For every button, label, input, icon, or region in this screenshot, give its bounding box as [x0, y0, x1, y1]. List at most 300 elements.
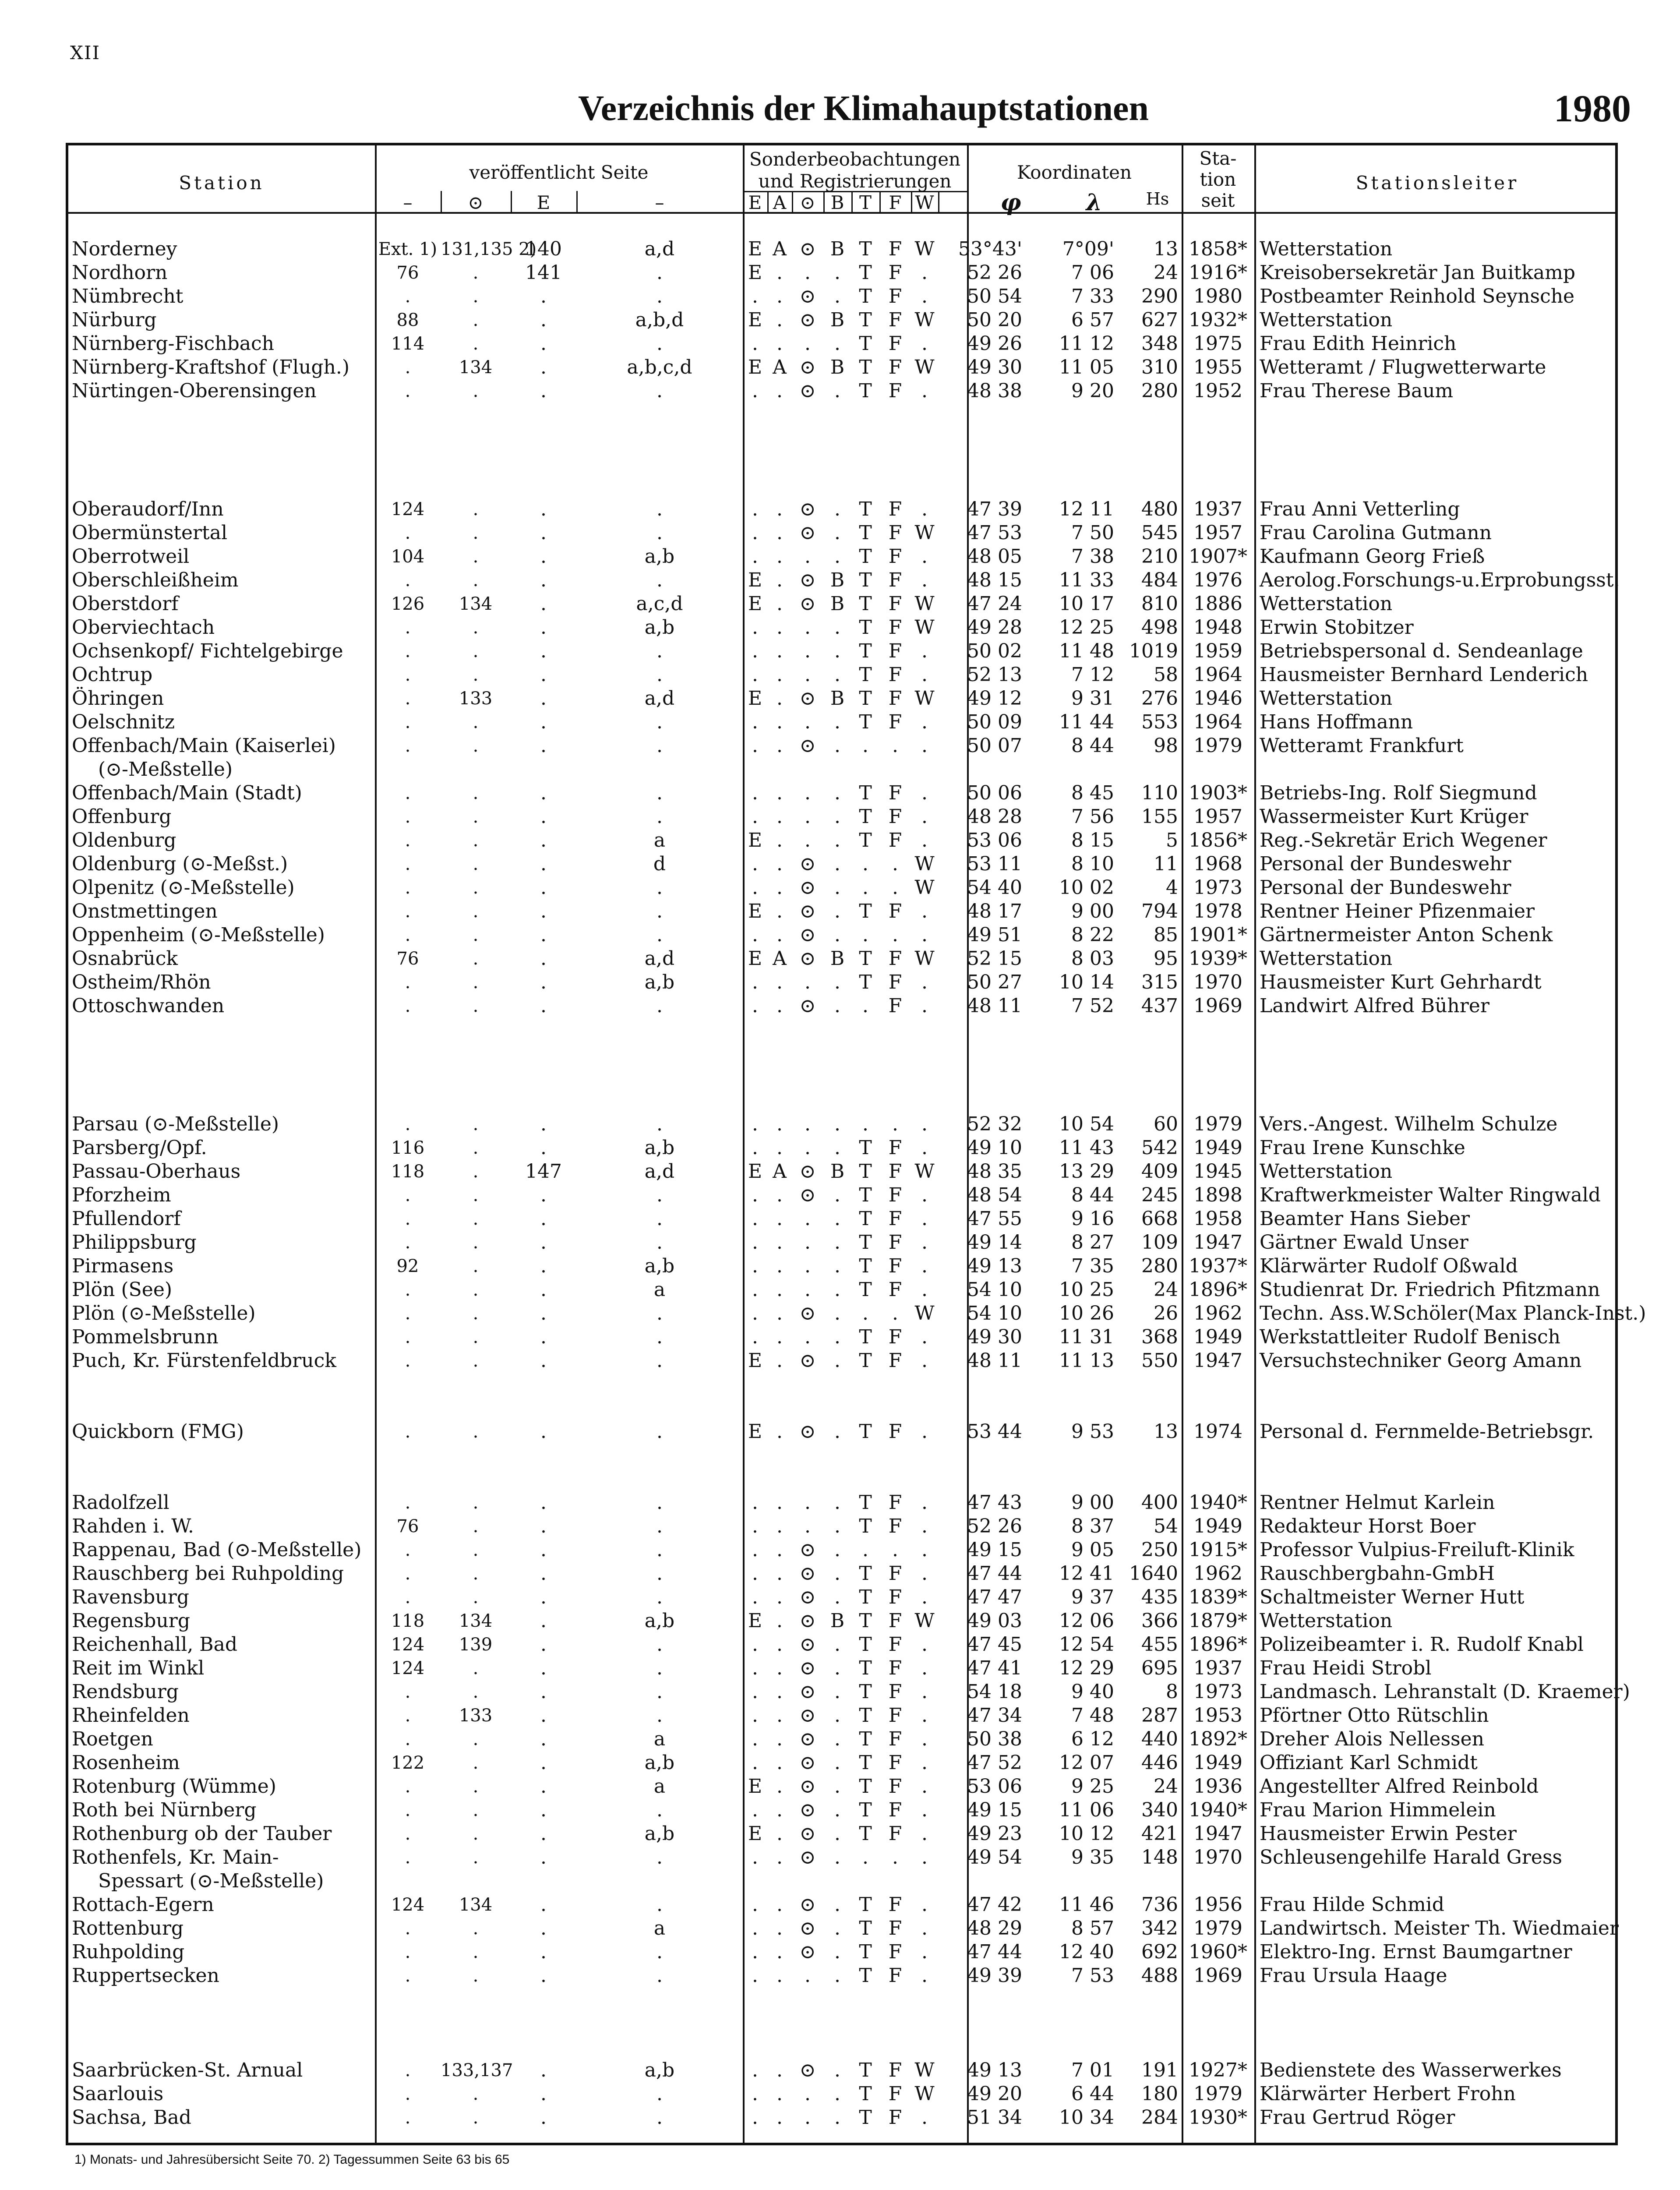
pub-dash: . [405, 2060, 411, 2080]
obs-e: . [752, 1113, 758, 1135]
table-row [68, 616, 1620, 639]
obs-a: . [776, 853, 783, 875]
pub-sun: . [473, 641, 479, 661]
station-leader: Frau Heidi Strobl [1260, 1657, 1432, 1679]
pub-notes: . [656, 1799, 663, 1821]
pub-dash: . [405, 2108, 411, 2128]
longitude: 7 56 [1071, 805, 1114, 828]
table-row [68, 1349, 1620, 1373]
obs-f: F [888, 1610, 902, 1632]
longitude: 8 45 [1071, 782, 1114, 804]
obs-sun: ⊙ [799, 1160, 816, 1183]
pub-e: . [540, 1610, 547, 1632]
obs-f: F [888, 995, 902, 1017]
obs-w: . [921, 1586, 928, 1608]
obs-e: . [752, 876, 758, 899]
obs-w: . [921, 1823, 928, 1845]
latitude: 52 32 [967, 1113, 1022, 1135]
longitude: 12 29 [1059, 1657, 1114, 1679]
pub-dash: . [405, 357, 411, 378]
latitude: 47 43 [967, 1491, 1022, 1514]
altitude: 437 [1141, 995, 1178, 1017]
pub-dash: . [405, 689, 411, 709]
pub-sun: . [473, 1540, 479, 1560]
obs-b: . [834, 782, 840, 804]
altitude: 1640 [1129, 1562, 1178, 1585]
longitude: 10 54 [1059, 1113, 1114, 1135]
obs-sun: . [805, 664, 811, 686]
latitude: 47 34 [967, 1704, 1022, 1727]
pub-sun: 134 [459, 594, 493, 614]
since: 1896* [1189, 1633, 1247, 1656]
obs-t: T [859, 1964, 872, 1987]
longitude: 9 53 [1071, 1420, 1114, 1443]
since: 1955 [1193, 356, 1242, 378]
station-name: Nürburg [72, 309, 157, 331]
pub-sun: 131,135 2) [441, 239, 537, 259]
pub-dash: . [405, 286, 411, 307]
obs-t: T [859, 380, 872, 402]
since: 1973 [1193, 1681, 1242, 1703]
pub-sun: . [473, 1824, 479, 1844]
pub-notes: . [656, 332, 663, 355]
obs-b: . [834, 735, 840, 757]
station-leader: Frau Hilde Schmid [1260, 1893, 1444, 1916]
obs-a: . [776, 1113, 783, 1135]
obs-b: . [834, 1279, 840, 1301]
obs-t: . [862, 995, 868, 1017]
latitude: 47 24 [967, 593, 1022, 615]
pub-e: . [540, 1231, 547, 1254]
since: 1953 [1193, 1704, 1242, 1727]
pub-notes: a,b [644, 1610, 675, 1632]
obs-a: . [776, 616, 783, 639]
altitude: 400 [1141, 1491, 1178, 1514]
obs-t: T [859, 1823, 872, 1845]
pub-e: . [540, 1917, 547, 1939]
longitude: 7 38 [1071, 545, 1114, 568]
obs-t: T [859, 332, 872, 355]
obs-sun: ⊙ [799, 1728, 816, 1750]
since: 1979 [1193, 1113, 1242, 1135]
obs-t: T [859, 1231, 872, 1254]
obs-sun: . [805, 1491, 811, 1514]
subheader-spec-2: ⊙ [800, 192, 815, 213]
station-name: Rauschberg bei Ruhpolding [72, 1562, 344, 1585]
pub-sun: 134 [459, 357, 493, 378]
obs-sun: . [805, 1137, 811, 1159]
pub-sun: . [473, 783, 479, 803]
station-leader: Rauschbergbahn-GmbH [1260, 1562, 1495, 1585]
header-special-line1: Sonderbeobachtungen [749, 148, 961, 170]
longitude: 8 44 [1071, 1184, 1114, 1206]
subheader-coord-2: Hs [1146, 189, 1169, 208]
station-name: Oppenheim (⊙-Meßstelle) [72, 924, 325, 946]
pub-notes: a,b [644, 971, 675, 993]
pub-notes: a,b [644, 1255, 675, 1277]
since: 1969 [1193, 1964, 1242, 1987]
pub-e: . [540, 853, 547, 875]
obs-sun: ⊙ [799, 1917, 816, 1939]
pub-notes: . [656, 1349, 663, 1372]
longitude: 6 44 [1071, 2083, 1114, 2105]
obs-a: . [776, 664, 783, 686]
pub-dash: 116 [391, 1138, 425, 1158]
obs-a: . [776, 1562, 783, 1585]
pub-sun: . [473, 1682, 479, 1702]
pub-sun: . [473, 1493, 479, 1513]
obs-b: . [834, 1137, 840, 1159]
station-leader: Elektro-Ing. Ernst Baumgartner [1260, 1941, 1572, 1963]
pub-notes: a,c,d [636, 593, 683, 615]
pub-dash: 118 [391, 1162, 425, 1182]
pub-dash: . [405, 854, 411, 874]
pub-e: . [540, 735, 547, 757]
pub-e: . [540, 522, 547, 544]
obs-e: . [752, 1539, 758, 1561]
altitude: 95 [1154, 947, 1178, 970]
obs-sun: . [805, 1231, 811, 1254]
latitude: 49 26 [967, 332, 1022, 355]
obs-w: . [921, 1941, 928, 1963]
since: 1979 [1193, 2083, 1242, 2105]
latitude: 50 20 [967, 309, 1022, 331]
obs-e: . [752, 2106, 758, 2129]
subheader-pub-2: E [536, 192, 551, 213]
table-row [68, 356, 1620, 379]
obs-a: . [776, 522, 783, 544]
obs-sun: ⊙ [799, 1420, 816, 1443]
pub-notes: a,b [644, 616, 675, 639]
since: 1952 [1193, 380, 1242, 402]
obs-b: . [834, 664, 840, 686]
pub-e: . [540, 616, 547, 639]
table-row [68, 971, 1620, 994]
table-row [68, 1846, 1620, 1869]
obs-sun: . [805, 2106, 811, 2129]
pub-dash: . [405, 1800, 411, 1820]
pub-notes: . [656, 805, 663, 828]
since: 1949 [1193, 1752, 1242, 1774]
obs-f: F [888, 900, 902, 922]
obs-w: . [921, 1964, 928, 1987]
obs-a: . [776, 1964, 783, 1987]
longitude: 11 31 [1059, 1326, 1114, 1348]
pub-notes: . [656, 735, 663, 757]
pub-sun: . [473, 523, 479, 543]
station-leader: Wetteramt / Flugwetterwarte [1260, 356, 1546, 378]
station-leader: Techn. Ass.W.Schöler(Max Planck-Inst.) [1260, 1302, 1646, 1325]
obs-w: . [921, 332, 928, 355]
pub-sun: 134 [459, 1895, 493, 1915]
pub-e: . [540, 545, 547, 568]
pub-notes: . [656, 1941, 663, 1963]
obs-a: . [776, 1823, 783, 1845]
table-row [68, 923, 1620, 947]
station-leader: Gärtnermeister Anton Schenk [1260, 924, 1553, 946]
table-row [68, 663, 1620, 687]
obs-w: W [914, 522, 935, 544]
station-leader: Reg.-Sekretär Erich Wegener [1260, 829, 1547, 851]
since: 1970 [1193, 971, 1242, 993]
pub-sun: . [473, 1800, 479, 1820]
latitude: 54 10 [967, 1279, 1022, 1301]
obs-sun: . [805, 971, 811, 993]
obs-a: . [776, 1586, 783, 1608]
table-row [68, 1231, 1620, 1254]
altitude: 488 [1141, 1964, 1178, 1987]
obs-b: . [834, 805, 840, 828]
pub-sun: . [473, 1918, 479, 1939]
latitude: 48 05 [967, 545, 1022, 568]
obs-b: . [834, 1633, 840, 1656]
altitude: 284 [1141, 2106, 1178, 2129]
obs-a: . [776, 1302, 783, 1325]
pub-notes: . [656, 285, 663, 307]
station-name: Rahden i. W. [72, 1515, 194, 1537]
altitude: 148 [1141, 1846, 1178, 1869]
obs-f: F [888, 332, 902, 355]
station-leader: Hausmeister Erwin Pester [1260, 1823, 1517, 1845]
pub-notes: . [656, 1657, 663, 1679]
obs-f: F [888, 2083, 902, 2105]
station-leader: Frau Anni Vetterling [1260, 498, 1460, 520]
since: 1940* [1189, 1799, 1247, 1821]
station-name: Öhringen [72, 687, 164, 710]
altitude: 368 [1141, 1326, 1178, 1348]
obs-b: B [830, 569, 845, 591]
header-since-1: Sta- [1199, 148, 1237, 169]
longitude: 9 00 [1071, 900, 1114, 922]
pub-e: . [540, 1823, 547, 1845]
longitude: 10 02 [1059, 876, 1114, 899]
table-row [68, 1136, 1620, 1160]
pub-e: . [540, 924, 547, 946]
longitude: 12 41 [1059, 1562, 1114, 1585]
station-name: Rosenheim [72, 1752, 180, 1774]
obs-sun: ⊙ [799, 285, 816, 307]
table-row [68, 1727, 1620, 1751]
obs-w: W [914, 2083, 935, 2105]
latitude: 48 28 [967, 805, 1022, 828]
obs-sun: ⊙ [799, 687, 816, 710]
obs-a: . [776, 1279, 783, 1301]
pub-dash: . [405, 1351, 411, 1371]
station-name: Oldenburg [72, 829, 176, 851]
obs-w: . [921, 735, 928, 757]
altitude: 280 [1141, 1255, 1178, 1277]
obs-t: T [859, 545, 872, 568]
pub-e: . [540, 2083, 547, 2105]
pub-e: . [540, 687, 547, 710]
station-leader: Studienrat Dr. Friedrich Pfitzmann [1260, 1279, 1600, 1301]
longitude: 9 05 [1071, 1539, 1114, 1561]
station-leader: Landwirt Alfred Bührer [1260, 995, 1489, 1017]
obs-w: W [914, 853, 935, 875]
station-name: Pommelsbrunn [72, 1326, 219, 1348]
pub-dash: 122 [391, 1753, 425, 1773]
pub-e: . [540, 1562, 547, 1585]
obs-sun: . [805, 1515, 811, 1537]
obs-f: F [888, 1893, 902, 1916]
obs-b: . [834, 1941, 840, 1963]
obs-a: . [776, 876, 783, 899]
pub-dash: . [405, 618, 411, 638]
obs-sun: . [805, 1326, 811, 1348]
obs-sun: ⊙ [799, 309, 816, 331]
station-leader: Hausmeister Bernhard Lenderich [1260, 664, 1588, 686]
longitude: 11 12 [1059, 332, 1114, 355]
pub-e: . [540, 1941, 547, 1963]
obs-e: . [752, 853, 758, 875]
pub-dash: . [405, 1942, 411, 1962]
latitude: 49 12 [967, 687, 1022, 710]
altitude: 24 [1154, 261, 1178, 284]
obs-t: T [859, 805, 872, 828]
station-name: Rottenburg [72, 1917, 184, 1939]
altitude: 340 [1141, 1799, 1178, 1821]
station-name: Olpenitz (⊙-Meßstelle) [72, 876, 295, 899]
obs-b: B [830, 593, 845, 615]
obs-b: . [834, 1775, 840, 1798]
obs-a: . [776, 1893, 783, 1916]
obs-b: B [830, 1610, 845, 1632]
table-row [68, 687, 1620, 710]
since: 1937 [1193, 1657, 1242, 1679]
header-coordinates: Koordinaten [1016, 162, 1132, 183]
pub-notes: . [656, 498, 663, 520]
obs-e: E [748, 356, 762, 378]
since: 1974 [1193, 1420, 1242, 1443]
obs-t: T [859, 1326, 872, 1348]
obs-t: T [859, 309, 872, 331]
longitude: 10 25 [1059, 1279, 1114, 1301]
obs-t: T [859, 900, 872, 922]
obs-e: . [752, 380, 758, 402]
station-name: Norderney [72, 238, 177, 260]
obs-f: . [892, 853, 898, 875]
station-name: Oelschnitz [72, 711, 175, 733]
obs-e: . [752, 971, 758, 993]
obs-b: . [834, 2059, 840, 2081]
pub-e: . [540, 1515, 547, 1537]
pub-dash: . [405, 830, 411, 851]
station-leader: Betriebs-Ing. Rolf Siegmund [1260, 782, 1537, 804]
obs-w: . [921, 545, 928, 568]
footnote: 1) Monats- und Jahresübersicht Seite 70. 2) Tagessummen Seite 63 bis 65 [74, 2152, 510, 2167]
altitude: 13 [1154, 238, 1178, 260]
altitude: 348 [1141, 332, 1178, 355]
obs-b: . [834, 995, 840, 1017]
obs-b: B [830, 238, 845, 260]
obs-e: . [752, 1704, 758, 1727]
pub-e: . [540, 593, 547, 615]
station-leader: Kraftwerkmeister Walter Ringwald [1260, 1184, 1601, 1206]
obs-sun: ⊙ [799, 1657, 816, 1679]
station-name: Pfullendorf [72, 1208, 181, 1230]
obs-t: T [859, 1728, 872, 1750]
altitude: 342 [1141, 1917, 1178, 1939]
obs-t: T [859, 1279, 872, 1301]
table-row [68, 285, 1620, 308]
station-leader: Versuchstechniker Georg Amann [1260, 1349, 1582, 1372]
obs-t: T [859, 285, 872, 307]
obs-f: F [888, 1586, 902, 1608]
obs-f: F [888, 1160, 902, 1183]
pub-dash: . [405, 901, 411, 922]
obs-sun: . [805, 261, 811, 284]
pub-dash: . [405, 1540, 411, 1560]
longitude: 7 12 [1071, 664, 1114, 686]
pub-e: . [540, 1184, 547, 1206]
obs-sun: ⊙ [799, 498, 816, 520]
pub-e: 147 [525, 1160, 562, 1183]
pub-e: . [540, 1539, 547, 1561]
obs-sun: ⊙ [799, 1184, 816, 1206]
pub-dash: . [405, 925, 411, 945]
pub-notes: . [656, 1184, 663, 1206]
obs-e: . [752, 2083, 758, 2105]
pub-notes: a,b [644, 1823, 675, 1845]
obs-sun: ⊙ [799, 569, 816, 591]
obs-w: W [914, 1302, 935, 1325]
pub-e: . [540, 1279, 547, 1301]
since: 1958 [1193, 1208, 1242, 1230]
table-row [68, 569, 1620, 592]
latitude: 50 09 [967, 711, 1022, 733]
pub-dash: . [405, 736, 411, 756]
latitude: 50 54 [967, 285, 1022, 307]
station-name: Nümbrecht [72, 285, 184, 307]
obs-t: T [859, 2059, 872, 2081]
station-leader: Frau Edith Heinrich [1260, 332, 1457, 355]
altitude: 435 [1141, 1586, 1178, 1608]
obs-w: . [921, 1893, 928, 1916]
obs-a: . [776, 782, 783, 804]
station-name: Passau-Oberhaus [72, 1160, 241, 1183]
station-name: Ochtrup [72, 664, 153, 686]
station-leader: Klärwärter Rudolf Oßwald [1260, 1255, 1518, 1277]
obs-a: . [776, 593, 783, 615]
obs-sun: ⊙ [799, 1775, 816, 1798]
pub-dash: Ext. 1) [378, 239, 438, 259]
obs-w: . [921, 261, 928, 284]
pub-sun: 133,137 [441, 2060, 513, 2080]
pub-sun: . [473, 1351, 479, 1371]
obs-f: F [888, 1326, 902, 1348]
longitude: 12 11 [1059, 498, 1114, 520]
longitude: 8 10 [1071, 853, 1114, 875]
obs-b: B [830, 1160, 845, 1183]
obs-sun: . [805, 545, 811, 568]
since: 1962 [1193, 1302, 1242, 1325]
station-name: Reit im Winkl [72, 1657, 205, 1679]
obs-a: . [776, 971, 783, 993]
obs-a: . [776, 711, 783, 733]
since: 1947 [1193, 1349, 1242, 1372]
longitude: 13 29 [1059, 1160, 1114, 1183]
obs-f: . [892, 1846, 898, 1869]
obs-f: F [888, 1681, 902, 1703]
pub-e: . [540, 1349, 547, 1372]
obs-w: . [921, 1846, 928, 1869]
longitude: 9 00 [1071, 1491, 1114, 1514]
table-row [68, 1491, 1620, 1515]
obs-t: T [859, 1633, 872, 1656]
since: 1892* [1189, 1728, 1247, 1750]
obs-t: T [859, 640, 872, 662]
station-name: Saarbrücken-St. Arnual [72, 2059, 303, 2081]
